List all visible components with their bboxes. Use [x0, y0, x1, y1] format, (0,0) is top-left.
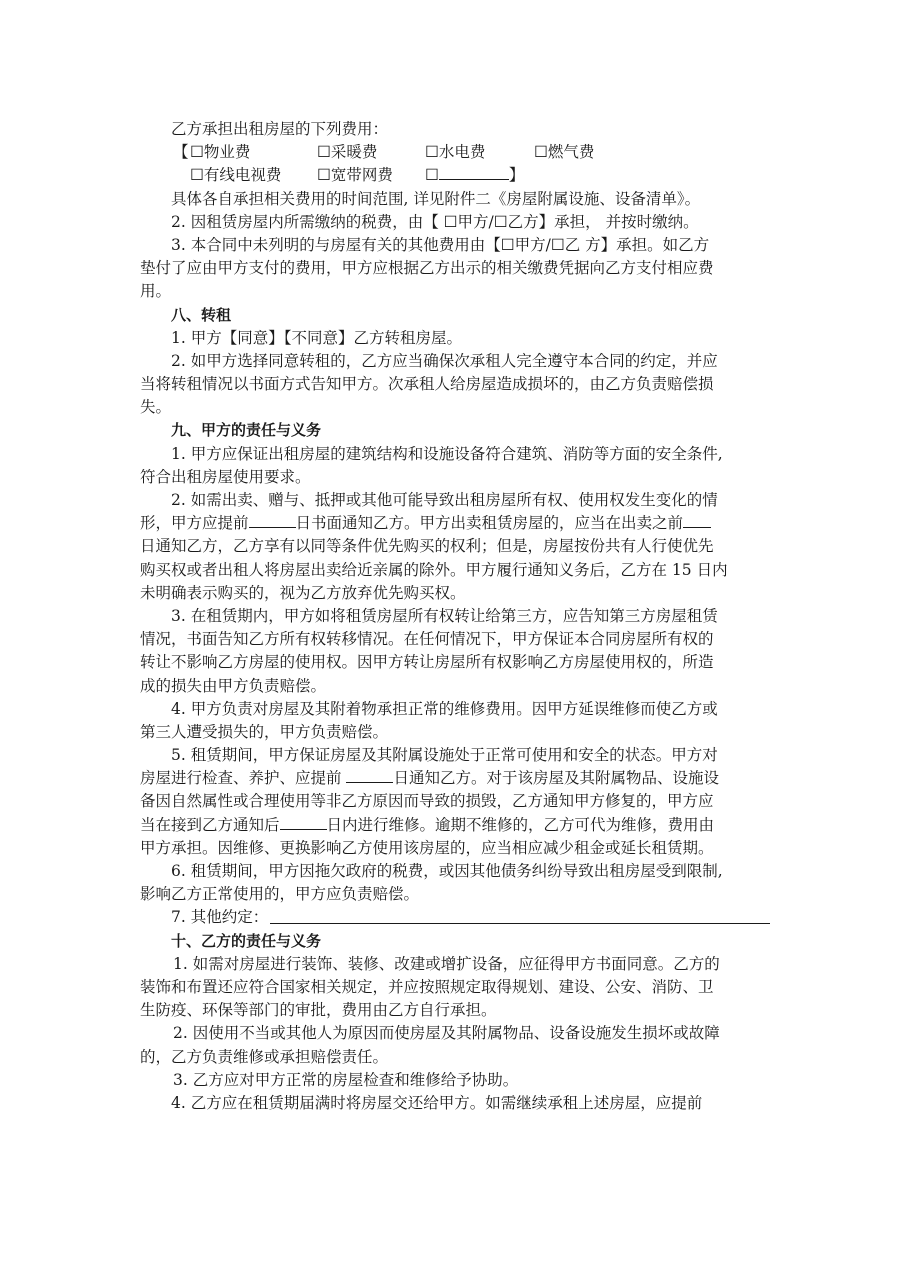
party-a-heading: 九、甲方的责任与义务 — [171, 421, 322, 440]
party-a-clause-5-text-a: 房屋进行检查、养护、应提前 — [140, 769, 347, 788]
party-b-clause-4: 4. 乙方应在租赁期届满时将房屋交还给甲方。如需继续承租上述房屋，应提前 — [171, 1093, 703, 1112]
costs-clause-2: 2. 因租赁房屋内所需缴纳的税费，由【 ☐甲方/☐乙方】承担， 并按时缴纳。 — [171, 212, 699, 231]
party-b-clause-2-line-1: 2. 因使用不当或其他人为原因而使房屋及其附属物品、设备设施发生损坏或故障 — [173, 1024, 720, 1043]
party-a-clause-3-line-3: 转让不影响乙方房屋的使用权。因甲方转让房屋所有权影响乙方房屋使用权的，所造 — [140, 653, 714, 672]
other-agreements-label: 7. 其他约定： — [171, 908, 269, 927]
sublet-clause-1: 1. 甲方【同意】【不同意】乙方转租房屋。 — [171, 328, 462, 347]
party-b-clause-1-line-3: 生防疫、环保等部门的审批，费用由乙方自行承担。 — [140, 1001, 497, 1020]
party-a-clause-5-text-b: 日通知乙方。对于该房屋及其附属物品、设施设 — [393, 769, 719, 788]
costs-options-row-2 — [140, 164, 770, 187]
party-a-clause-5-line-3: 备因自然属性或合理使用等非乙方原因而导致的损毁，乙方通知甲方修复的，甲方应 — [140, 792, 714, 811]
party-a-clause-2-line-1: 2. 如需出卖、赠与、抵押或其他可能导致出租房屋所有权、使用权发生变化的情 — [171, 491, 718, 509]
inspection-days-blank[interactable] — [346, 768, 393, 783]
other-fee-blank[interactable] — [439, 165, 509, 180]
party-b-clause-3: 3. 乙方应对甲方正常的房屋检查和维修给予协助。 — [173, 1070, 519, 1089]
party-a-clause-3-line-1: 3. 在租赁期内，甲方如将租赁房屋所有权转让给第三方，应告知第三方房屋租赁 — [171, 606, 718, 625]
party-a-clause-6-line-2: 影响乙方正常使用的，甲方应负责赔偿。 — [140, 885, 420, 904]
bracket-open: 【 — [173, 143, 189, 162]
party-a-clause-6-line-1: 6. 租赁期间，甲方因拖欠政府的税费，或因其他债务纠纷导致出租房屋受到限制, — [171, 862, 723, 880]
party-a-clause-2-line-4: 购买权或者出租人将房屋出卖给近亲属的除外。甲方履行通知义务后，乙方在 15 日内 — [140, 560, 728, 579]
party-a-clause-5-text-c: 当在接到乙方通知后 — [140, 815, 280, 834]
party-a-clause-1-line-1: 1. 甲方应保证出租房屋的建筑结构和设施设备符合建筑、消防等方面的安全条件, — [171, 444, 723, 463]
costs-options-row-1 — [140, 141, 770, 164]
party-a-clause-7 — [140, 906, 770, 929]
party-a-clause-2-text-a: 形，甲方应提前 — [140, 514, 249, 533]
sublet-clause-2-line-3: 失。 — [140, 398, 172, 417]
party-a-clause-5-line-1: 5. 租赁期间，甲方保证房屋及其附属设施处于正常可使用和安全的状态。甲方对 — [171, 746, 718, 765]
party-a-clause-2-text-b: 日书面通知乙方。甲方出卖租赁房屋的，应当在出卖之前 — [295, 514, 684, 533]
option-other-fee[interactable] — [425, 164, 524, 187]
party-a-clause-2-line-5: 未明确表示购买的，视为乙方放弃优先购买权。 — [140, 583, 466, 602]
costs-clause-3-line-3: 用。 — [140, 282, 172, 301]
party-a-clause-3-line-4: 成的损失由甲方负责赔偿。 — [140, 676, 327, 695]
party-b-clause-1-line-1: 1. 如需对房屋进行装饰、装修、改建或增扩设备，应征得甲方书面同意。乙方的 — [173, 954, 720, 973]
sublet-clause-2-line-2: 当将转租情况以书面方式告知甲方。次承租人给房屋造成损坏的，由乙方负责赔偿损 — [140, 375, 714, 394]
party-a-clause-5-line-2 — [140, 767, 770, 790]
repair-days-blank[interactable] — [280, 815, 327, 830]
option-broadband-fee[interactable]: ☐宽带网费 — [317, 166, 393, 185]
other-agreements-blank[interactable] — [270, 923, 770, 924]
sublet-heading: 八、转租 — [171, 305, 232, 324]
sublet-clause-2-line-1: 2. 如甲方选择同意转租的，乙方应当确保次承租人完全遵守本合同的约定，并应 — [171, 351, 718, 370]
party-a-clause-5-line-5: 甲方承担。因维修、更换影响乙方使用该房屋的，应当相应减少租金或延长租赁期。 — [140, 838, 714, 857]
party-b-clause-2-line-2: 的，乙方负责维修或承担赔偿责任。 — [140, 1047, 389, 1066]
bracket-close: 】 — [508, 166, 525, 185]
party-b-clause-1-line-2: 装饰和布置还应符合国家相关规定，并应按照规定取得规划、建设、公安、消防、卫 — [140, 977, 714, 996]
sale-notice-days-blank[interactable] — [683, 513, 711, 528]
party-a-clause-3-line-2: 情况，书面告知乙方所有权转移情况。在任何情况下，甲方保证本合同房屋所有权的 — [140, 630, 714, 649]
party-a-clause-4-line-2: 第三人遭受损失的，甲方负责赔偿。 — [140, 722, 389, 741]
option-utilities-fee[interactable]: ☐水电费 — [425, 143, 486, 162]
option-gas-fee[interactable]: ☐燃气费 — [534, 143, 595, 162]
option-other-checkbox: ☐ — [425, 166, 439, 185]
costs-clause-3-line-2: 垫付了应由甲方支付的费用，甲方应根据乙方出示的相关缴费凭据向乙方支付相应费 — [140, 259, 714, 278]
costs-clause-3-line-1: 3. 本合同中未列明的与房屋有关的其他费用由【☐甲方/☐乙 方】承担。如乙方 — [171, 235, 710, 254]
costs-intro: 乙方承担出租房屋的下列费用： — [171, 120, 389, 138]
notice-days-blank[interactable] — [249, 513, 296, 528]
party-a-clause-1-line-2: 符合出租房屋使用要求。 — [140, 467, 311, 486]
party-a-clause-5-line-4 — [140, 814, 770, 837]
option-property-fee[interactable]: ☐物业费 — [190, 143, 251, 162]
option-heating-fee[interactable]: ☐采暖费 — [317, 143, 378, 162]
costs-detail: 具体各自承担相关费用的时间范围, 详见附件二《房屋附属设施、设备清单》。 — [171, 189, 701, 208]
party-a-clause-5-text-d: 日内进行维修。逾期不维修的，乙方可代为维修，费用由 — [326, 815, 715, 834]
party-a-clause-2-line-2 — [140, 512, 770, 535]
party-b-heading: 十、乙方的责任与义务 — [171, 931, 322, 950]
party-a-clause-2-line-3: 日通知乙方，乙方享有以同等条件优先购买的权利；但是，房屋按份共有人行使优先 — [140, 537, 714, 556]
contract-page — [140, 118, 770, 1115]
option-cable-tv-fee[interactable]: ☐有线电视费 — [190, 166, 282, 185]
party-a-clause-4-line-1: 4. 甲方负责对房屋及其附着物承担正常的维修费用。因甲方延误维修而使乙方或 — [171, 699, 718, 718]
